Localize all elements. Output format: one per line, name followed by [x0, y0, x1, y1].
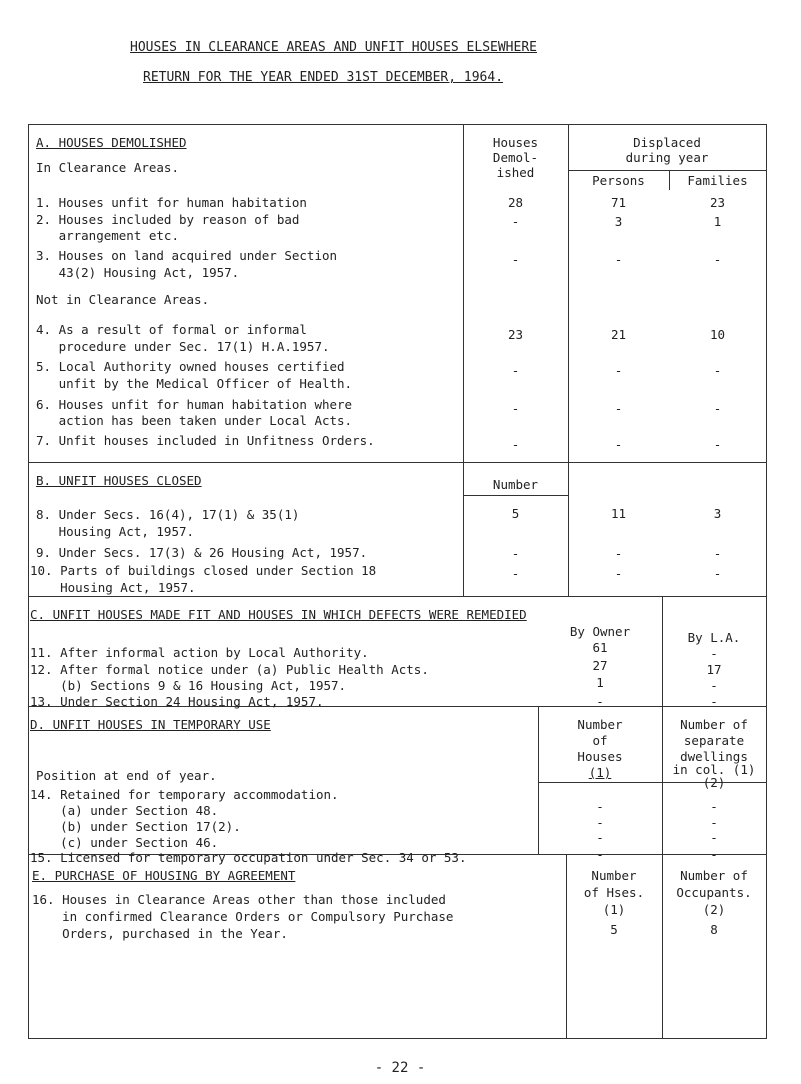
row-9-label: 9. Under Secs. 17(3) & 26 Housing Act, 1957.: [36, 545, 368, 560]
not-in-clearance-heading: Not in Clearance Areas.: [36, 292, 210, 307]
row-1-families: 23: [709, 195, 726, 210]
row-6-persons: -: [614, 401, 623, 416]
row-14c-v2: -: [710, 830, 718, 845]
section-a-heading: A. HOUSES DEMOLISHED: [36, 135, 187, 150]
row-12b-owner: 1: [596, 675, 604, 690]
row-6-houses: -: [511, 401, 520, 416]
row-3-families: -: [713, 252, 722, 267]
row-14c-v1: -: [596, 830, 604, 845]
row-12-la: 17: [706, 662, 722, 677]
col-e2-line1: Number of: [680, 868, 748, 883]
row-6-families: -: [713, 401, 722, 416]
row-10-label-cont: Housing Act, 1957.: [30, 580, 196, 595]
row-5-families: -: [713, 363, 722, 378]
row-16-label-cont2: Orders, purchased in the Year.: [32, 926, 288, 941]
row-2-label-cont: arrangement etc.: [36, 228, 179, 243]
row-5-persons: -: [614, 363, 623, 378]
section-e-heading: E. PURCHASE OF HOUSING BY AGREEMENT: [32, 868, 296, 883]
row-14-label: 14. Retained for temporary accommodation.: [30, 787, 339, 802]
document-title: HOUSES IN CLEARANCE AREAS AND UNFIT HOUSES ELSEWHERE: [130, 40, 537, 55]
row-3-label-cont: 43(2) Housing Act, 1957.: [36, 265, 240, 280]
row-16-label: 16. Houses in Clearance Areas other than those included: [32, 892, 446, 907]
row-4-persons: 21: [610, 327, 627, 342]
row-6-label-cont: action has been taken under Local Acts.: [36, 413, 353, 428]
col-number: Number: [492, 477, 539, 492]
row-10-number: -: [511, 566, 520, 581]
row-11-la: -: [710, 646, 718, 661]
row-14a-v2: -: [710, 799, 718, 814]
col-d1-line4: (1): [588, 765, 612, 780]
col-persons: Persons: [592, 173, 645, 188]
row-13-owner: -: [596, 694, 604, 709]
row-11-label: 11. After informal action by Local Authority.: [30, 645, 369, 660]
row-8-label: 8. Under Secs. 16(4), 17(1) & 35(1): [36, 507, 300, 522]
row-2-families: 1: [713, 214, 722, 229]
col-by-la: By L.A.: [687, 630, 741, 645]
col-e1-line3: (1): [602, 902, 626, 917]
row-7-persons: -: [614, 437, 623, 452]
section-d-heading: D. UNFIT HOUSES IN TEMPORARY USE: [30, 717, 271, 732]
row-16-label-cont1: in confirmed Clearance Orders or Compulsory Purchase: [32, 909, 454, 924]
row-12-owner: 27: [592, 658, 608, 673]
row-3-persons: -: [614, 252, 623, 267]
col-houses-demolished-2: Demol-: [492, 150, 539, 165]
row-4-label-cont: procedure under Sec. 17(1) H.A.1957.: [36, 339, 330, 354]
row-2-label: 2. Houses included by reason of bad: [36, 212, 300, 227]
col-d2-line2: separate: [683, 733, 745, 748]
row-16-v2: 8: [710, 922, 718, 937]
row-7-families: -: [713, 437, 722, 452]
row-5-houses: -: [511, 363, 520, 378]
row-14a-v1: -: [596, 799, 604, 814]
row-10-families: -: [713, 566, 722, 581]
col-e1-line1: Number: [591, 868, 637, 883]
col-d2-line3: dwellings: [680, 749, 748, 764]
row-3-houses: -: [511, 252, 520, 267]
row-9-persons: -: [614, 546, 623, 561]
col-houses-demolished-3: ished: [496, 165, 535, 180]
col-d1-line3: Houses: [577, 749, 623, 764]
row-8-label-cont: Housing Act, 1957.: [36, 524, 195, 539]
row-4-label: 4. As a result of formal or informal: [36, 322, 307, 337]
row-14c-label: (c) under Section 46.: [30, 835, 219, 850]
row-12b-la: -: [710, 678, 718, 693]
col-d2-line4: in col. (1): [672, 762, 756, 777]
row-6-label: 6. Houses unfit for human habitation where: [36, 397, 353, 412]
page-number: - 22 -: [374, 1060, 426, 1076]
col-by-owner: By Owner: [569, 624, 631, 639]
row-5-label: 5. Local Authority owned houses certified: [36, 359, 345, 374]
row-12b-label: (b) Sections 9 & 16 Housing Act, 1957.: [30, 678, 347, 693]
row-15-v2: -: [710, 847, 718, 862]
section-c-heading: C. UNFIT HOUSES MADE FIT AND HOUSES IN WHICH DEFECTS WERE REMEDIED: [30, 607, 527, 622]
row-7-houses: -: [511, 437, 520, 452]
row-13-label: 13. Under Section 24 Housing Act, 1957.: [30, 694, 324, 709]
row-1-label: 1. Houses unfit for human habitation: [36, 195, 307, 210]
col-d1-line2: of: [592, 733, 608, 748]
row-1-persons: 71: [610, 195, 627, 210]
row-3-label: 3. Houses on land acquired under Section: [36, 248, 338, 263]
row-14a-label: (a) under Section 48.: [30, 803, 219, 818]
row-12-label: 12. After formal notice under (a) Public Health Acts.: [30, 662, 429, 677]
col-houses-demolished-1: Houses: [492, 135, 539, 150]
row-10-label: 10. Parts of buildings closed under Section 18: [30, 563, 377, 578]
col-d2-line5: (2): [702, 775, 726, 790]
col-d1-line1: Number: [577, 717, 623, 732]
row-9-families: -: [713, 546, 722, 561]
row-2-houses: -: [511, 214, 520, 229]
row-5-label-cont: unfit by the Medical Officer of Health.: [36, 376, 353, 391]
row-16-v1: 5: [610, 922, 618, 937]
col-displaced-2: during year: [625, 150, 709, 165]
document-subtitle: RETURN FOR THE YEAR ENDED 31ST DECEMBER, 1964.: [143, 70, 504, 85]
col-families: Families: [687, 173, 748, 188]
col-e2-line2: Occupants.: [676, 885, 752, 900]
row-1-houses: 28: [507, 195, 524, 210]
row-7-label: 7. Unfit houses included in Unfitness Orders.: [36, 433, 375, 448]
col-e2-line3: (2): [702, 902, 726, 917]
row-15-label: 15. Licensed for temporary occupation under Sec. 34 or 53.: [30, 850, 467, 865]
row-2-persons: 3: [614, 214, 623, 229]
col-e1-line2: of Hses.: [583, 885, 645, 900]
row-4-families: 10: [709, 327, 726, 342]
row-8-families: 3: [713, 506, 722, 521]
col-displaced-1: Displaced: [633, 135, 701, 150]
row-4-houses: 23: [507, 327, 524, 342]
col-d2-line1: Number of: [680, 717, 748, 732]
row-11-owner: 61: [592, 640, 608, 655]
row-9-number: -: [511, 546, 520, 561]
row-14b-label: (b) under Section 17(2).: [30, 819, 241, 834]
row-14b-v1: -: [596, 815, 604, 830]
row-8-number: 5: [511, 506, 520, 521]
row-10-persons: -: [614, 566, 623, 581]
row-14b-v2: -: [710, 815, 718, 830]
row-13-la: -: [710, 694, 718, 709]
position-label: Position at end of year.: [36, 768, 217, 783]
section-b-heading: B. UNFIT HOUSES CLOSED: [36, 473, 202, 488]
row-15-v1: -: [596, 847, 604, 862]
section-a-subheading: In Clearance Areas.: [36, 160, 179, 175]
row-8-persons: 11: [610, 506, 627, 521]
